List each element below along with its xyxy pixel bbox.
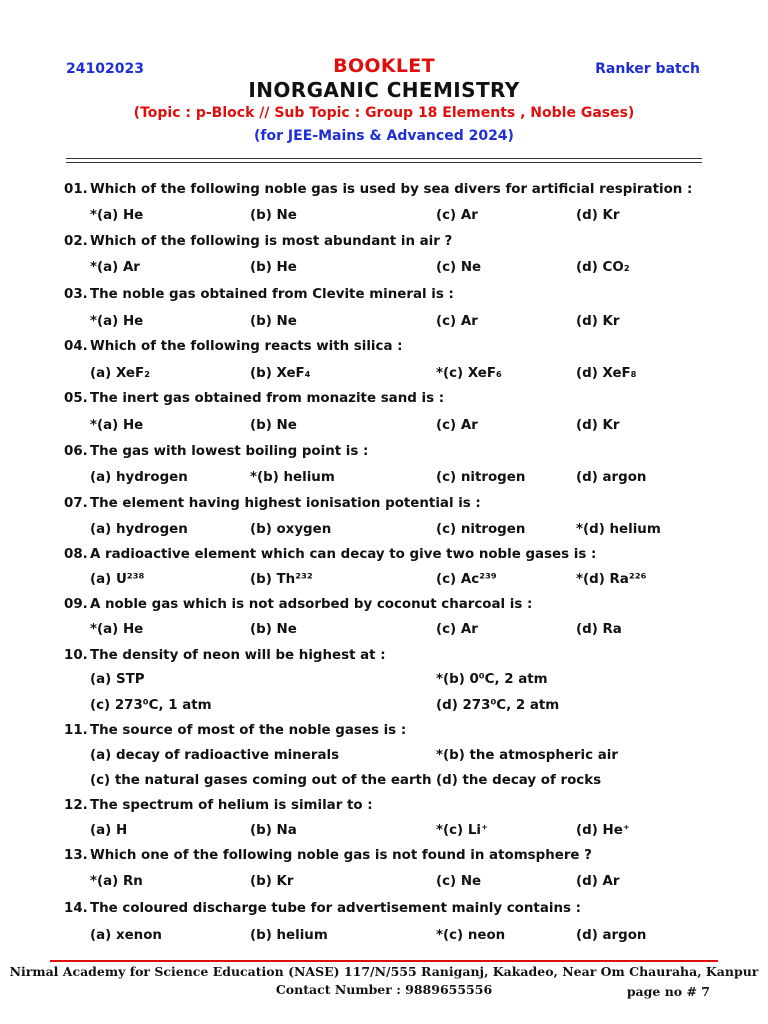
option-b: (b) Na	[250, 823, 297, 838]
question-05	[64, 391, 724, 406]
option-d: (d) Kr	[576, 208, 620, 223]
question-text: The density of neon will be highest at :	[90, 648, 386, 663]
header-divider-bottom	[66, 162, 702, 163]
option-c: (c) nitrogen	[436, 470, 526, 485]
option-d: (d) 273⁰C, 2 atm	[436, 698, 560, 713]
question-10	[64, 648, 724, 663]
option-b: *(b) the atmospheric air	[436, 748, 618, 763]
question-number: 01.	[64, 182, 88, 197]
question-01	[64, 182, 724, 197]
option-d: (d) Kr	[576, 314, 620, 329]
question-text: A noble gas which is not adsorbed by coconut charcoal is :	[90, 597, 533, 612]
question-number: 02.	[64, 234, 88, 249]
question-text: Which one of the following noble gas is not found in atomsphere ?	[90, 848, 592, 863]
question-number: 05.	[64, 391, 88, 406]
option-a: (a) xenon	[90, 928, 162, 943]
option-b: (b) He	[250, 260, 297, 275]
option-a: (a) hydrogen	[90, 522, 188, 537]
option-b: (b) Ne	[250, 418, 297, 433]
question-14	[64, 901, 724, 916]
question-number: 10.	[64, 648, 88, 663]
question-02	[64, 234, 724, 249]
question-number: 11.	[64, 723, 88, 738]
question-06	[64, 444, 724, 459]
option-c: *(c) XeF₆	[436, 366, 502, 381]
question-number: 03.	[64, 287, 88, 302]
option-b: (b) Ne	[250, 622, 297, 637]
option-d: (d) argon	[576, 928, 647, 943]
question-text: Which of the following reacts with silica :	[90, 339, 403, 354]
option-d: (d) the decay of rocks	[436, 773, 602, 788]
question-number: 08.	[64, 547, 88, 562]
question-number: 06.	[64, 444, 88, 459]
question-text: The element having highest ionisation potential is :	[90, 496, 481, 511]
option-c: *(c) neon	[436, 928, 506, 943]
question-text: The gas with lowest boiling point is :	[90, 444, 369, 459]
option-a: (a) hydrogen	[90, 470, 188, 485]
option-a: (a) H	[90, 823, 128, 838]
question-text: The spectrum of helium is similar to :	[90, 798, 373, 813]
option-d: (d) CO₂	[576, 260, 630, 275]
option-a: (a) U²³⁸	[90, 572, 145, 587]
option-c: (c) Ar	[436, 208, 478, 223]
question-04	[64, 339, 724, 354]
question-08	[64, 547, 724, 562]
question-13	[64, 848, 724, 863]
footer-contact: Contact Number : 9889655556	[275, 982, 493, 997]
option-a: *(a) He	[90, 208, 144, 223]
topic-line: (Topic : p-Block // Sub Topic : Group 18 Elements , Noble Gases)	[133, 105, 635, 121]
option-c: (c) Ar	[436, 314, 478, 329]
booklet-title: BOOKLET	[333, 55, 435, 77]
option-a: *(a) He	[90, 622, 144, 637]
question-number: 09.	[64, 597, 88, 612]
question-07	[64, 496, 724, 511]
batch-name: Ranker batch	[595, 61, 700, 77]
option-d: (d) XeF₈	[576, 366, 637, 381]
option-d: (d) Kr	[576, 418, 620, 433]
question-number: 12.	[64, 798, 88, 813]
option-a: *(a) Ar	[90, 260, 140, 275]
option-b: (b) Th²³²	[250, 572, 313, 587]
question-text: The inert gas obtained from monazite sand is :	[90, 391, 445, 406]
question-number: 14.	[64, 901, 88, 916]
option-c: (c) Ne	[436, 260, 482, 275]
footer-address: Nirmal Academy for Science Education (NASE) 117/N/555 Raniganj, Kakadeo, Near Om Chauraha, Kanpur	[9, 964, 759, 979]
option-b: (b) Kr	[250, 874, 294, 889]
option-c: (c) the natural gases coming out of the earth	[90, 773, 432, 788]
option-b: (b) helium	[250, 928, 328, 943]
question-09	[64, 597, 724, 612]
option-a: (a) XeF₂	[90, 366, 150, 381]
option-a: *(a) He	[90, 314, 144, 329]
subject-title: INORGANIC CHEMISTRY	[248, 78, 520, 102]
option-d: (d) Ar	[576, 874, 620, 889]
option-b: *(b) helium	[250, 470, 335, 485]
footer-divider	[50, 960, 718, 962]
question-12	[64, 798, 724, 813]
option-b: (b) Ne	[250, 314, 297, 329]
option-d: *(d) Ra²²⁶	[576, 572, 647, 587]
question-text: Which of the following is most abundant in air ?	[90, 234, 453, 249]
option-a: *(a) He	[90, 418, 144, 433]
question-text: Which of the following noble gas is used by sea divers for artificial respiration :	[90, 182, 693, 197]
option-d: (d) argon	[576, 470, 647, 485]
question-text: The source of most of the noble gases is :	[90, 723, 407, 738]
option-b: (b) Ne	[250, 208, 297, 223]
option-a: (a) decay of radioactive minerals	[90, 748, 340, 763]
question-number: 04.	[64, 339, 88, 354]
option-d: *(d) helium	[576, 522, 661, 537]
option-c: *(c) Li⁺	[436, 823, 489, 838]
booklet-date: 24102023	[66, 61, 144, 77]
option-a: (a) STP	[90, 672, 145, 687]
header-divider-top	[66, 158, 702, 159]
page-number: page no # 7	[626, 984, 710, 999]
exam-line: (for JEE-Mains & Advanced 2024)	[254, 128, 514, 144]
question-text: The noble gas obtained from Clevite mineral is :	[90, 287, 454, 302]
question-number: 13.	[64, 848, 88, 863]
option-c: (c) 273⁰C, 1 atm	[90, 698, 212, 713]
option-d: (d) He⁺	[576, 823, 630, 838]
question-number: 07.	[64, 496, 88, 511]
option-a: *(a) Rn	[90, 874, 143, 889]
option-d: (d) Ra	[576, 622, 622, 637]
option-c: (c) Ar	[436, 622, 478, 637]
question-03	[64, 287, 724, 302]
option-c: (c) Ne	[436, 874, 482, 889]
option-b: (b) oxygen	[250, 522, 332, 537]
option-b: *(b) 0⁰C, 2 atm	[436, 672, 548, 687]
option-b: (b) XeF₄	[250, 366, 311, 381]
option-c: (c) Ar	[436, 418, 478, 433]
option-c: (c) Ac²³⁹	[436, 572, 497, 587]
question-text: A radioactive element which can decay to give two noble gases is :	[90, 547, 597, 562]
question-11	[64, 723, 724, 738]
question-text: The coloured discharge tube for advertisement mainly contains :	[90, 901, 581, 916]
option-c: (c) nitrogen	[436, 522, 526, 537]
